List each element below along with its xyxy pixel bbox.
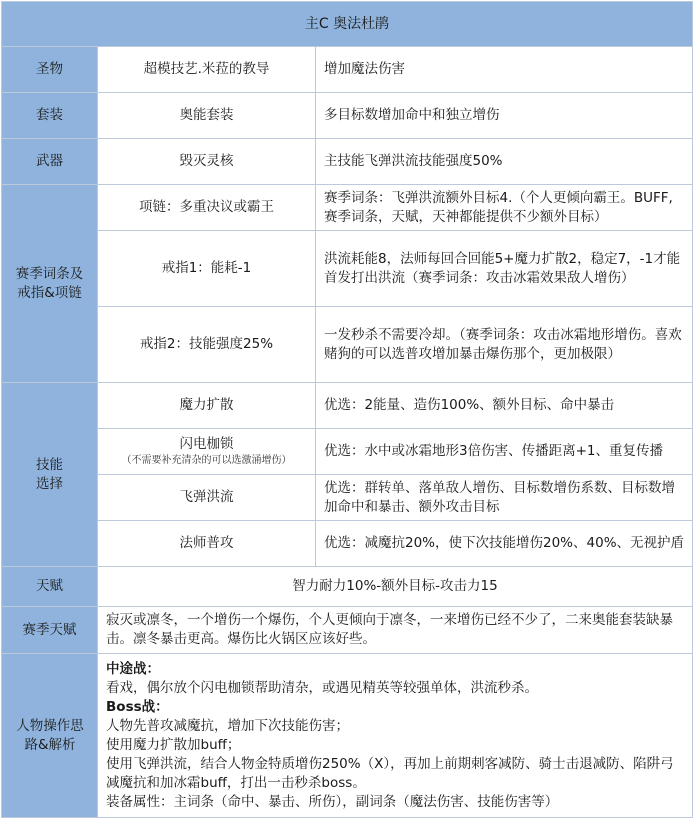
weapon-item: 毁灭灵核 [98, 139, 316, 185]
relic-row [2, 47, 693, 93]
season-talent-row [2, 607, 693, 654]
skill-name: 闪电枷锁 [179, 436, 234, 452]
boss-step: 装备属性：主词条（命中、暴击、所伤），副词条（魔法伤害、技能伤害等） [106, 793, 559, 810]
page-title: 主C 奥法杜鹃 [2, 2, 693, 47]
boss-battle-title: Boss战： [106, 698, 169, 715]
talent-label: 天赋 [2, 567, 98, 607]
set-effect: 多目标数增加命中和独立增伤 [316, 93, 693, 139]
set-item: 奥能套装 [98, 93, 316, 139]
skills-label [2, 383, 98, 567]
talent-row [2, 567, 693, 607]
mid-battle-title: 中途战： [106, 660, 160, 677]
skill-name: 魔力扩散 [98, 383, 316, 429]
season-talent-text: 寂灭或凛冬，一个增伤一个爆伤，个人更倾向于凛冬，一来增伤已经不少了，二来奥能套装缺暴击。凛冬暴击更高。爆伤比火锅区应该好些。 [98, 607, 693, 654]
ring1-row [2, 231, 693, 307]
season-gear-label [2, 185, 98, 383]
skill-row-1 [2, 383, 693, 429]
ring2-row [2, 307, 693, 383]
skill-choice: 优选：2能量、造伤100%、额外目标、命中暴击 [316, 383, 693, 429]
mid-battle-text: 看戏，偶尔放个闪电枷锁帮助清杂，或遇见精英等较强单体，洪流秒杀。 [106, 679, 538, 696]
skill-choice: 优选：群转单、落单敌人增伤、目标数增伤系数、目标数增加命中和暴击、额外攻击目标 [316, 475, 693, 521]
boss-step: 使用魔力扩散加buff； [106, 736, 241, 753]
season-gear-label-text: 赛季词条及戒指&项链 [15, 265, 84, 301]
boss-step: 使用飞弹洪流，结合人物金特质增伤250%（X），再加上前期刺客减防、骑士击退减防、陷阱弓减魔抗和加冰霜buff，打出一击秒杀boss。 [106, 755, 674, 791]
relic-effect: 增加魔法伤害 [316, 47, 693, 93]
skill-choice: 优选：水中或冰霜地形3倍伤害、传播距离+1、重复传播 [316, 429, 693, 475]
necklace-row [2, 185, 693, 231]
skill-row-4 [2, 521, 693, 567]
necklace-effect: 赛季词条：飞弹洪流额外目标4.（个人更倾向霸王。BUFF,赛季词条，天赋，天神都能提供不少额外目标） [316, 185, 693, 231]
ring1-item: 戒指1：能耗-1 [98, 231, 316, 307]
ring2-effect: 一发秒杀不需要冷却。（赛季词条：攻击冰霜地形增伤。喜欢赌狗的可以选普攻增加暴击爆伤那个，更加极限） [316, 307, 693, 383]
skills-label-text: 技能选择 [36, 456, 63, 492]
weapon-row [2, 139, 693, 185]
analysis-row [2, 654, 693, 818]
skill-row-2 [2, 429, 693, 475]
title-row [2, 2, 693, 47]
skill-row-3 [2, 475, 693, 521]
relic-label: 圣物 [2, 47, 98, 93]
skill-note: （不需要补充清杂的可以选激涌增伤） [121, 455, 292, 466]
set-label: 套装 [2, 93, 98, 139]
necklace-item: 项链：多重决议或霸王 [98, 185, 316, 231]
analysis-label-text: 人物操作思路&解析 [16, 717, 84, 753]
analysis-text [98, 654, 693, 818]
set-row [2, 93, 693, 139]
season-talent-label: 赛季天赋 [2, 607, 98, 654]
skill-choice: 优选：减魔抗20%，使下次技能增伤20%、40%、无视护盾 [316, 521, 693, 567]
boss-step: 人物先普攻减魔抗，增加下次技能伤害； [106, 717, 349, 734]
weapon-effect: 主技能飞弹洪流技能强度50% [316, 139, 693, 185]
relic-item: 超模技艺.米菈的教导 [98, 47, 316, 93]
skill-cell [98, 429, 316, 475]
weapon-label: 武器 [2, 139, 98, 185]
ring1-effect: 洪流耗能8，法师每回合回能5+魔力扩散2，稳定7，-1才能首发打出洪流（赛季词条：攻击冰霜效果敌人增伤） [316, 231, 693, 307]
ring2-item: 戒指2：技能强度25% [98, 307, 316, 383]
skill-name: 法师普攻 [98, 521, 316, 567]
talent-text: 智力耐力10%-额外目标-攻击力15 [98, 567, 693, 607]
build-table [1, 1, 693, 818]
analysis-label [2, 654, 98, 818]
skill-name: 飞弹洪流 [98, 475, 316, 521]
